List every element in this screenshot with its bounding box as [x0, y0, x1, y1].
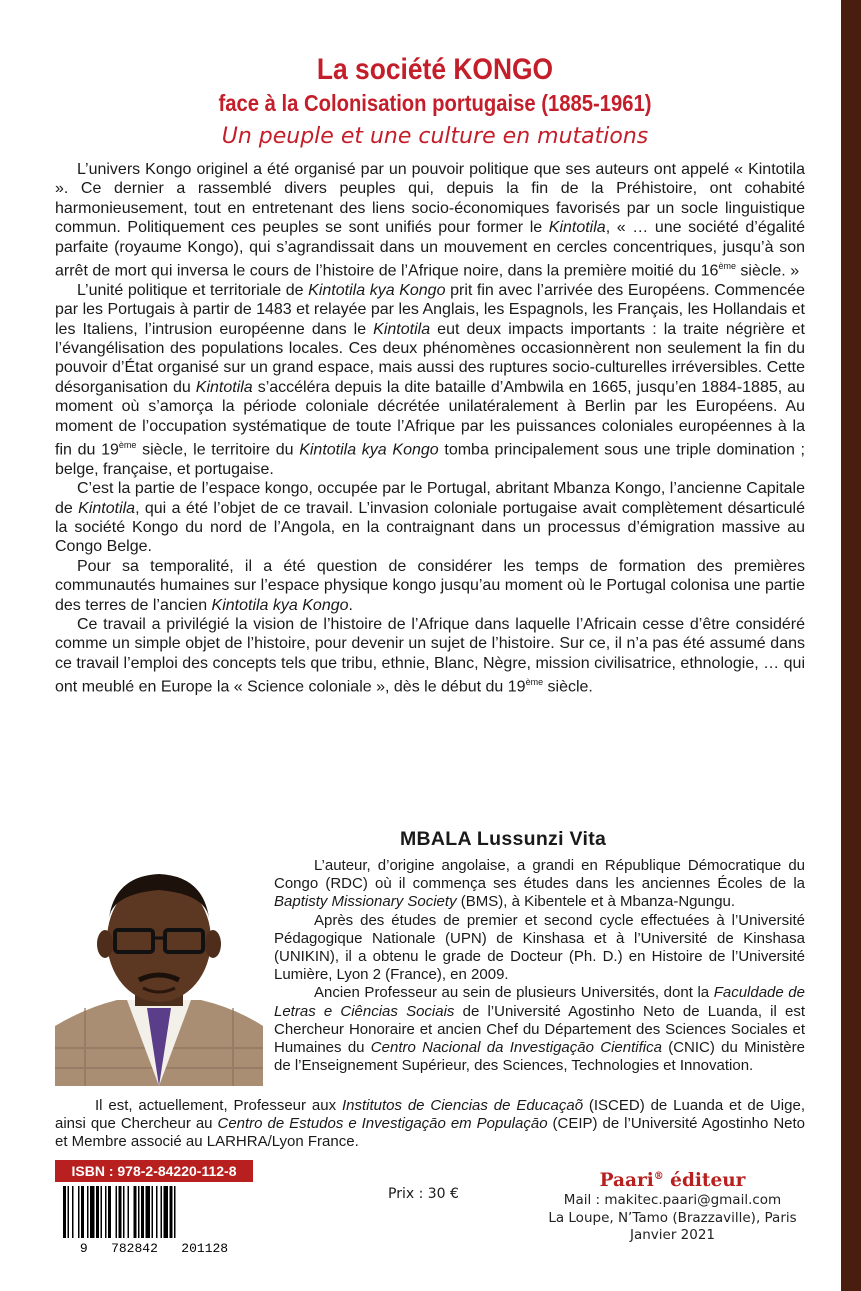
- summary-paragraph: L’univers Kongo originel a été organisé par un pouvoir politique que ses auteurs ont appelé « Kintotila ». Ce dernier a rassemblé divers peuples qui, depuis la fin de la Préhistoire, ont cohabité harmonieusement, tout en entretenant des liens socio-économiques favorisés par un socle linguistique commun. Politiquement ces peuples se sont unifiés pour former le Kintotila, « … une société d’égalité parfaite (royaume Kongo), qui s’agrandissait dans un mouvement en cercles concentriques, jusqu’à son arrêt de mort qui inversa le cours de l’histoire de l’Afrique noire, dans la première moitié du 16ème siècle. »: [55, 161, 806, 280]
- publisher-address: La Loupe, N’Tamo (Brazzaville), Paris: [548, 1209, 797, 1226]
- barcode: [55, 1184, 253, 1256]
- barcode-bar: [138, 1186, 140, 1238]
- barcode-bar: [96, 1186, 99, 1238]
- barcode-bar: [123, 1186, 125, 1238]
- publication-date: Janvier 2021: [629, 1227, 716, 1244]
- author-photo: [55, 858, 263, 1086]
- book-title: La société KONGO: [316, 53, 554, 86]
- barcode-bar: [81, 1186, 84, 1238]
- barcode-bar: [174, 1186, 176, 1238]
- barcode-bar: [87, 1186, 89, 1238]
- publisher-name: Paari® éditeur: [599, 1170, 746, 1192]
- barcode-bar: [146, 1186, 151, 1238]
- barcode-bar: [72, 1186, 74, 1238]
- author-name: MBALA Lussunzi Vita: [400, 828, 607, 850]
- barcode-bar: [63, 1186, 66, 1238]
- author-bio: [274, 857, 805, 1075]
- summary-text: [55, 160, 805, 697]
- barcode-bar: [152, 1186, 154, 1238]
- summary-paragraph: Ce travail a privilégié la vision de l’histoire de l’Afrique dans laquelle l’Africain cesse d’être considéré comme un simple objet de l’histoire, pour devenir un sujet de l’histoire. Sur ce, il n’a pas été assumé dans ce travail l’emploi des concepts tels que tribu, ethnie, Blanc, Nègre, mission civilisatrice, ethnologie, … qui ont meublé en Europe la « Science coloniale », dès le début du 19ème siècle.: [55, 616, 805, 696]
- barcode-bar: [161, 1186, 163, 1238]
- publisher-block: [520, 1166, 825, 1245]
- barcode-bar: [90, 1186, 95, 1238]
- barcode-digits: 9 782842 201128: [79, 1241, 229, 1256]
- barcode-bar: [116, 1186, 118, 1238]
- barcode-bar: [134, 1186, 137, 1238]
- summary-paragraph: Pour sa temporalité, il a été question de considérer les temps de formation des premières communautés humaines sur l’espace physique kongo jusqu’au moment où le Portugal colonisa une partie des terres de l’ancien Kintotila kya Kongo.: [55, 557, 805, 614]
- barcode-bar: [128, 1186, 130, 1238]
- barcode-bar: [78, 1186, 80, 1238]
- bio-paragraph: Ancien Professeur au sein de plusieurs Universités, dont la Faculdade de Letras e Ciências Sociais de l’Université Agostinho Neto de Luanda, il est Chercheur Honoraire et ancien Chef du Département des Sciences Sociales et Humaines du Centro Nacional da Investigaçāo Cientifica (CNIC) du Ministère de l’Enseignement Supérieur, des Sciences, Technologies et Innovation.: [274, 984, 806, 1075]
- barcode-bar: [170, 1186, 173, 1238]
- title-block: [40, 52, 830, 154]
- author-bio-continued: [55, 1097, 805, 1152]
- summary-paragraph: C’est la partie de l’espace kongo, occupée par le Portugal, abritant Mbanza Kongo, l’ancienne Capitale de Kintotila, qui a été l’objet de ce travail. L’invasion coloniale portugaise avait complètement désarticulé la société Kongo du nord de l’Angola, en la contraignant dans un processus d’émigration massive au Congo Belge.: [55, 480, 805, 556]
- barcode-bar: [119, 1186, 122, 1238]
- price: Prix : 30 €: [388, 1186, 459, 1202]
- bio-paragraph: Il est, actuellement, Professeur aux Institutos de Ciencias de Educaçaõ (ISCED) de Luanda et de Uige, ainsi que Chercheur au Centro de Estudos e Investigaçāo em Populaçāo (CEIP) de l’Université Agostinho Neto et Membre associé au LARHRA/Lyon France.: [55, 1097, 806, 1151]
- summary-paragraph: L’unité politique et territoriale de Kintotila kya Kongo prit fin avec l’arrivée des Européens. Commencée par les Portugais à partir de 1483 et relayée par les Anglais, les Espagnols, les Français, les Hollandais et les Italiens, l’intrusion européenne dans le Kintotila eut deux impacts importants : la traite négrière et l’évangélisation des populations locales. Ces deux phénomènes occasionnèrent non seulement la fin du pouvoir d’État organisé sur un grand espace, mais aussi des ruptures socio-culturelles irréversibles. Cette désorganisation du Kintotila s’accéléra depuis la dite bataille d’Ambwila en 1665, jusqu’en 1884-1885, au moment où s’amorça la période coloniale décrétée unilatéralement à Berlin par les Européens. Au moment de l’occupation systématique de toute l’Afrique par les puissances coloniales européennes à la fin du 19ème siècle, le territoire du Kintotila kya Kongo tomba principalement sous une triple domination ; belge, française, et portugaise.: [55, 281, 806, 478]
- barcode-bar: [141, 1186, 144, 1238]
- bio-paragraph: L’auteur, d’origine angolaise, a grandi en République Démocratique du Congo (RDC) où il commença ses études dans les anciennes Écoles de la Baptisty Missionary Society (BMS), à Kibentele et à Mbanza-Ngungu.: [274, 857, 805, 911]
- barcode-bar: [105, 1186, 107, 1238]
- book-subtitle: face à la Colonisation portugaise (1885-1961): [218, 90, 652, 116]
- barcode-bar: [68, 1186, 70, 1238]
- barcode-bar: [101, 1186, 103, 1238]
- book-spine: [841, 0, 861, 1291]
- book-tagline: Un peuple et une culture en mutations: [221, 124, 649, 149]
- barcode-bar: [156, 1186, 158, 1238]
- isbn-label: ISBN : 978-2-84220-112-8: [55, 1160, 253, 1182]
- bio-paragraph: Après des études de premier et second cycle effectuées à l’Université Pédagogique Nationale (UPN) de Kinshasa et à l’Université de Kinshasa (UNIKIN), il a obtenu le grade de Docteur (Ph. D.) en Histoire de l’Université Lumière, Lyon 2 (France), en 2009.: [274, 911, 805, 984]
- publisher-mail: Mail : makitec.paari@gmail.com: [563, 1192, 782, 1209]
- barcode-bar: [164, 1186, 169, 1238]
- barcode-bar: [108, 1186, 111, 1238]
